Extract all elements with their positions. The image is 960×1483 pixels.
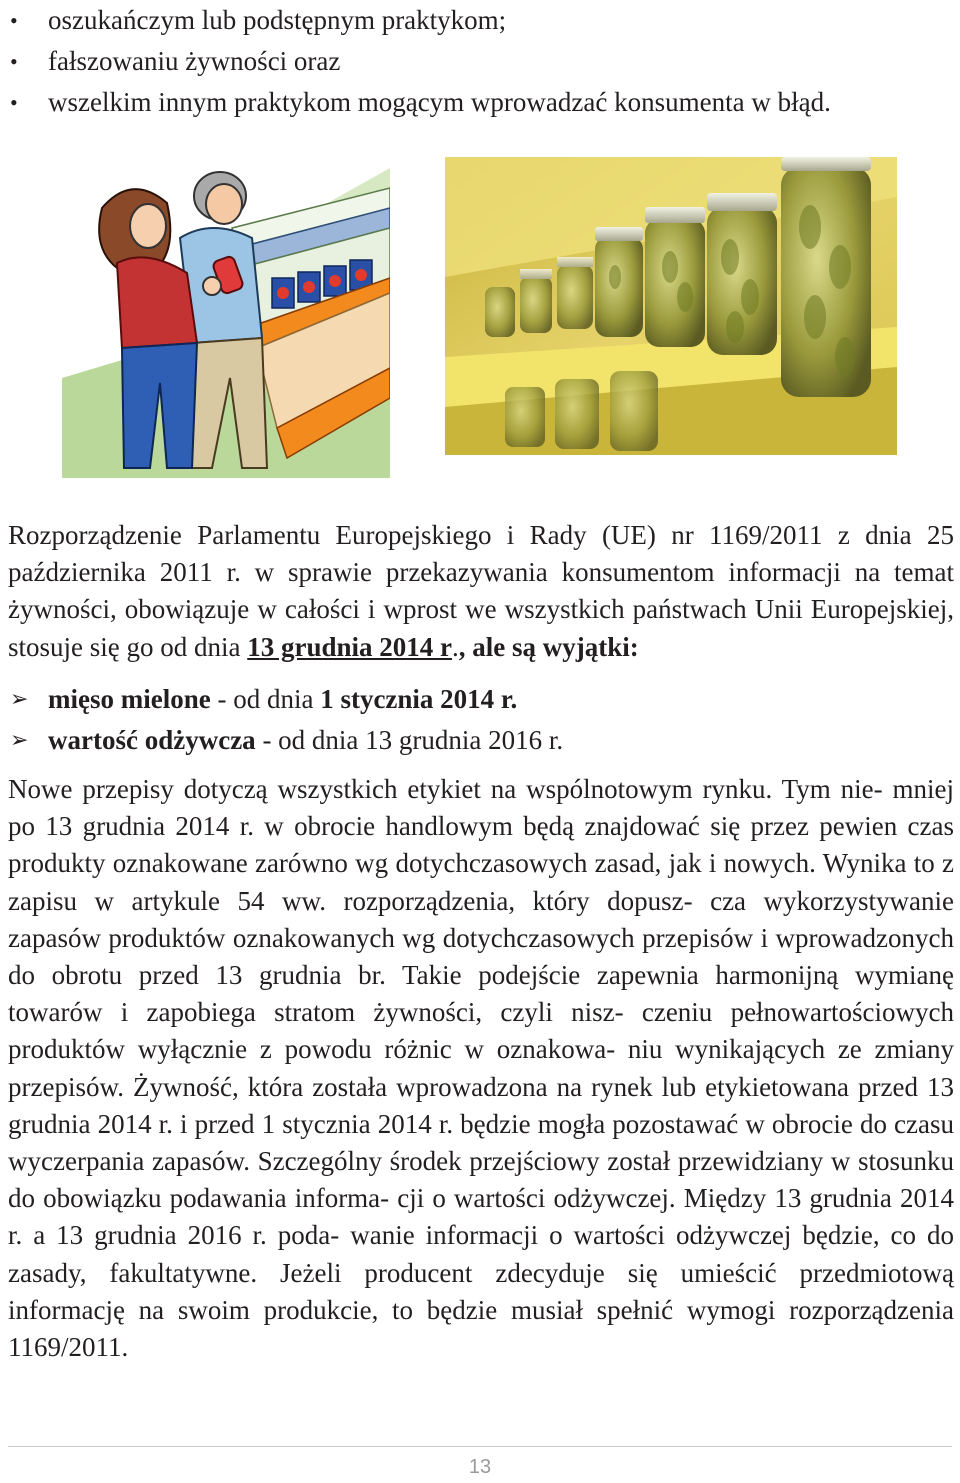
footer-divider	[8, 1446, 952, 1447]
exception-item: ➢ mięso mielone - od dnia 1 stycznia 2014 r.	[8, 679, 954, 720]
arrow-bullet-icon: ➢	[10, 687, 29, 712]
shoppers-reading-label-illustration	[62, 168, 390, 478]
bullet-icon: •	[10, 8, 18, 33]
bullet-item: • oszukańczym lub podstępnym praktykom;	[8, 0, 948, 41]
exceptions-list	[8, 679, 954, 761]
regulation-paragraph: Rozporządzenie Parlamentu Europejskiego i Rady (UE) nr 1169/2011 z dnia 25 października 2011 r. w sprawie przekazywania konsumentom informacji na temat żywności, obowiązuje w całości i wprost we wszystkich państwach Unii Europejskiej, stosuje się go od dnia 13 grudnia 2014 r., ale są wyjątki:	[8, 520, 954, 662]
bullet-icon: •	[10, 49, 18, 74]
page-number: 13	[468, 1456, 492, 1478]
transition-paragraph: Nowe przepisy dotyczą wszystkich etykiet na wspólnotowym rynku. Tym nie- mniej po 13 grudnia 2014 r. w obrocie handlowym będą znajdować się przez pewien czas produkty oznakowane zarówno wg dotychczasowych zasad, jak i nowych. Wynika to z zapisu w artykule 54 ww. rozporządzenia, który dopusz- cza wykorzystywanie zapasów produktów oznakowanych wg dotychczasowych przepisów i wprowadzonych do obrotu przed 13 grudnia br. Takie podejście zapewnia harmonijną wymianę towarów i zapobiega stratom żywności, czyli nisz- czeniu pełnowartościowych produktów wyłącznie z powodu różnic w oznakowa- niu wynikających ze zmiany przepisów. Żywność, która została wprowadzona na rynek lub etykietowana przed 13 grudnia 2014 r. i przed 1 stycznia 2014 r. będzie mogła pozostawać w obrocie do czasu wyczerpania zapasów. Szczególny środek przejściowy został przewidziany w stosunku do obowiązku podawania informa- cji o wartości odżywczej. Między 13 grudnia 2014 r. a 13 grudnia 2016 r. poda- wanie informacji o wartości odżywczej będzie, co do zasady, fakultatywne. Jeżeli producent zdecyduje się umieścić przedmiotową informację na swoim produkcie, to będzie musiał spełnić wymogi rozporządzenia 1169/2011.	[8, 774, 954, 1363]
application-date: 13 grudnia 2014 r	[247, 631, 453, 662]
bullet-icon: •	[10, 90, 18, 115]
pickle-jars-on-shelf-photo	[445, 157, 897, 455]
bullet-item: • fałszowaniu żywności oraz	[8, 41, 948, 82]
bullet-item: • wszelkim innym praktykom mogącym wprowadzać konsumenta w błąd.	[8, 82, 948, 123]
exception-item: ➢ wartość odżywcza - od dnia 13 grudnia 2016 r.	[8, 720, 954, 761]
practices-bullet-list	[8, 0, 948, 123]
arrow-bullet-icon: ➢	[10, 728, 29, 753]
